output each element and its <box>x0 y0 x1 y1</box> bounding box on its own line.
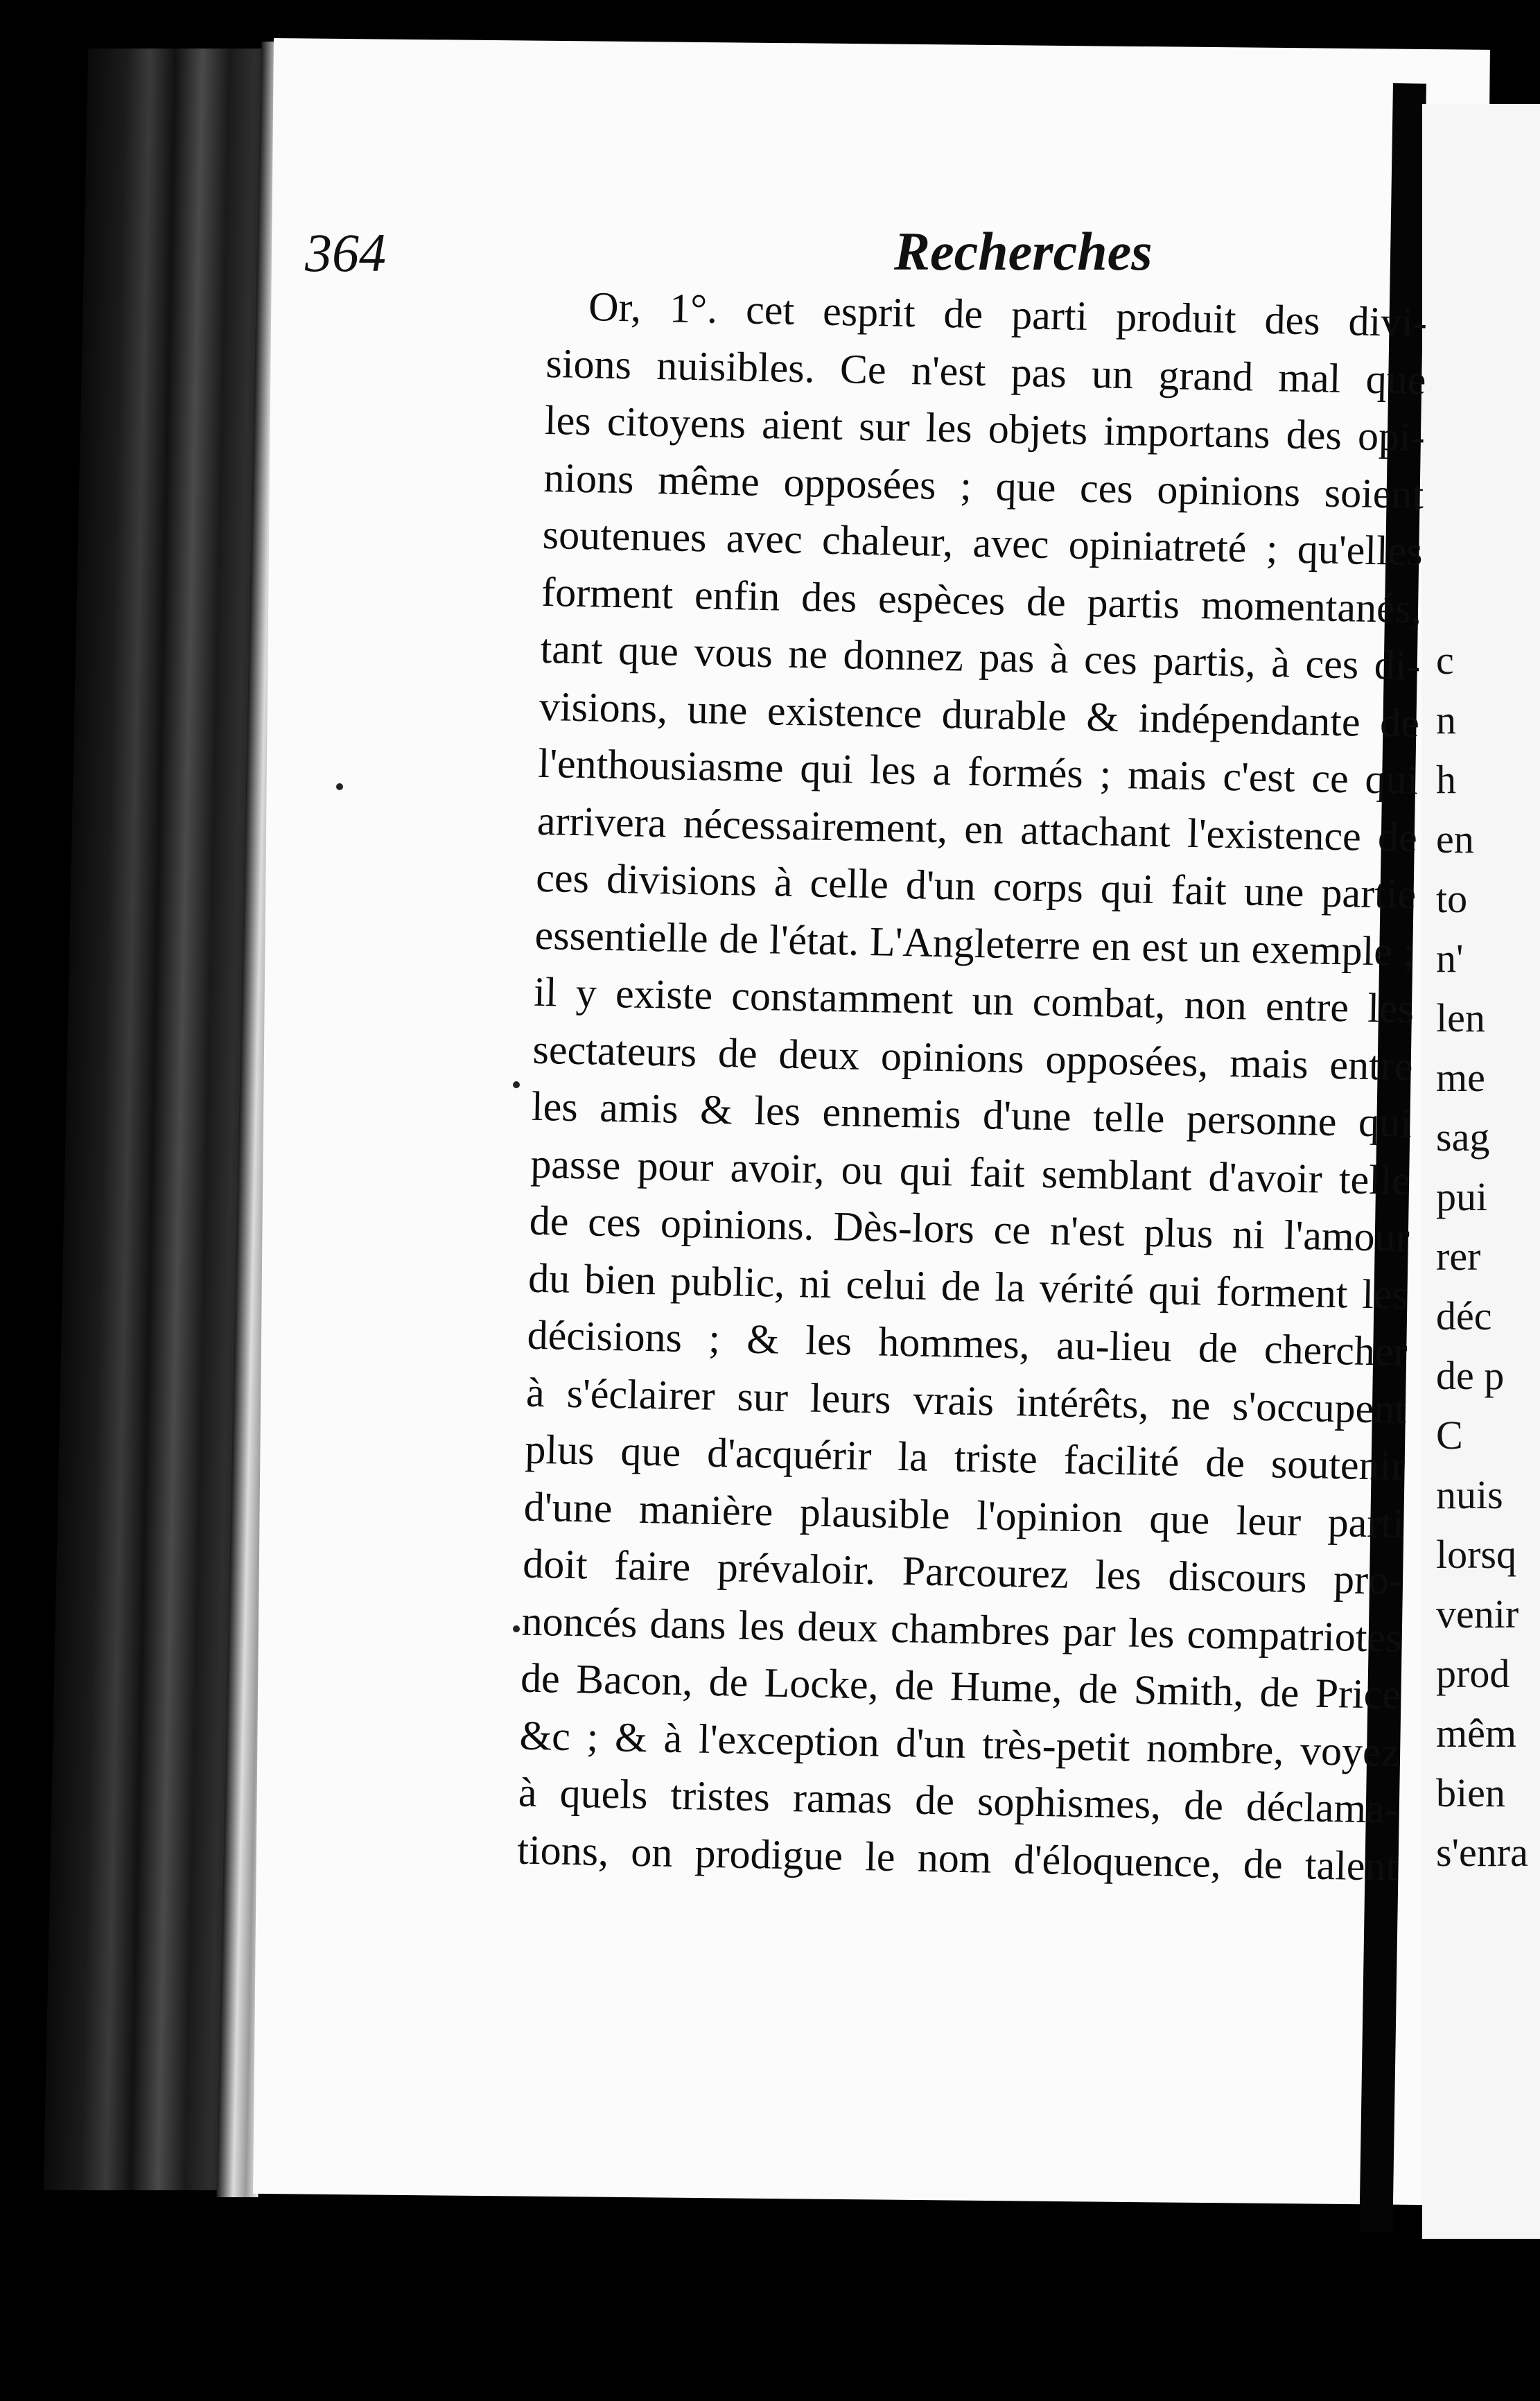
text-line: d'une manière plausible l'opinion que leur parti <box>523 1483 1405 1546</box>
facing-text-fragment: déc <box>1436 1293 1492 1338</box>
text-line: les citoyens aient sur les objets importans des opi- <box>544 396 1426 460</box>
text-line: visions, une existence durable & indépendante de <box>539 683 1420 746</box>
text-line: ces divisions à celle d'un corps qui fait une partie <box>535 854 1417 918</box>
running-head: Recherches <box>894 221 1153 281</box>
text-line: soutenues avec chaleur, avec opiniatreté ; qu'elles <box>542 511 1424 575</box>
text-line: plus que d'acquérir la triste facilité de soutenir <box>524 1426 1406 1490</box>
facing-text-fragment: C <box>1436 1413 1463 1458</box>
facing-text-fragment: en <box>1436 817 1474 862</box>
paper-speck <box>513 1081 520 1088</box>
body-paragraph <box>517 277 1428 1895</box>
facing-text-fragment: c <box>1436 638 1454 683</box>
text-line: passe pour avoir, ou qui fait semblant d'avoir telle <box>530 1140 1411 1203</box>
text-line: tant que vous ne donnez pas à ces partis, à ces di- <box>540 625 1421 689</box>
facing-page <box>1422 104 1540 2239</box>
facing-text-fragment: n' <box>1436 936 1464 981</box>
text-line: de ces opinions. Dès-lors ce n'est plus ni l'amour <box>529 1197 1410 1261</box>
facing-text-fragment: h <box>1436 757 1456 802</box>
facing-text-fragment: mêm <box>1436 1711 1516 1756</box>
facing-text-fragment: to <box>1436 876 1468 921</box>
text-line: essentielle de l'état. L'Angleterre en est un exemple ; <box>534 911 1416 975</box>
page-number: 364 <box>305 222 386 283</box>
facing-text-fragment: rer <box>1436 1234 1481 1279</box>
facing-page-text <box>1422 631 1540 1883</box>
text-line: &c ; & à l'exception d'un très-petit nombre, voyez <box>518 1712 1401 1775</box>
facing-text-fragment: lorsq <box>1436 1532 1516 1577</box>
text-line: nions même opposées ; que ces opinions soient <box>543 454 1424 517</box>
text-line: l'enthousiasme qui les a formés ; mais c'est ce qui <box>537 740 1419 803</box>
text-line: forment enfin des espèces de partis momentanés, <box>541 568 1422 631</box>
facing-text-fragment: pui <box>1436 1174 1488 1219</box>
text-line: noncés dans les deux chambres par les compatriotes <box>521 1598 1403 1661</box>
facing-text-fragment: nuis <box>1436 1472 1503 1517</box>
facing-text-fragment: venir <box>1436 1591 1519 1636</box>
facing-text-fragment: prod <box>1436 1651 1510 1696</box>
text-line: à s'éclairer sur leurs vrais intérêts, ne s'occupent <box>525 1369 1407 1432</box>
text-line: à quels tristes ramas de sophismes, de déclama- <box>518 1769 1399 1832</box>
paper-speck <box>336 783 343 790</box>
text-line: sions nuisibles. Ce n'est pas un grand mal que <box>545 340 1427 403</box>
facing-text-fragment: de p <box>1436 1353 1505 1398</box>
text-line: décisions ; & les hommes, au-lieu de chercher <box>527 1311 1408 1375</box>
text-line: du bien public, ni celui de la vérité qui forment les <box>527 1255 1409 1318</box>
facing-text-fragment: n <box>1436 697 1456 742</box>
text-line: les amis & les ennemis d'une telle personne qui <box>531 1083 1412 1146</box>
facing-text-fragment: s'enra <box>1436 1830 1528 1875</box>
text-line: arrivera nécessairement, en attachant l'existence de <box>536 797 1418 860</box>
facing-text-fragment: len <box>1436 995 1485 1040</box>
text-line: de Bacon, de Locke, de Hume, de Smith, de Price <box>520 1654 1401 1718</box>
text-line: doit faire prévaloir. Parcourez les discours pro- <box>522 1540 1403 1604</box>
text-line: Or, 1°. cet esprit de parti produit des divi- <box>588 283 1428 346</box>
paper-speck <box>513 1625 520 1632</box>
facing-text-fragment: sag <box>1436 1115 1490 1160</box>
facing-text-fragment: me <box>1436 1055 1485 1100</box>
text-line: tions, on prodigue le nom d'éloquence, de talent <box>516 1826 1398 1889</box>
text-line: il y existe constamment un combat, non entre les <box>533 968 1415 1032</box>
facing-text-fragment: bien <box>1436 1770 1505 1815</box>
text-line: sectateurs de deux opinions opposées, mais entre <box>532 1026 1414 1089</box>
